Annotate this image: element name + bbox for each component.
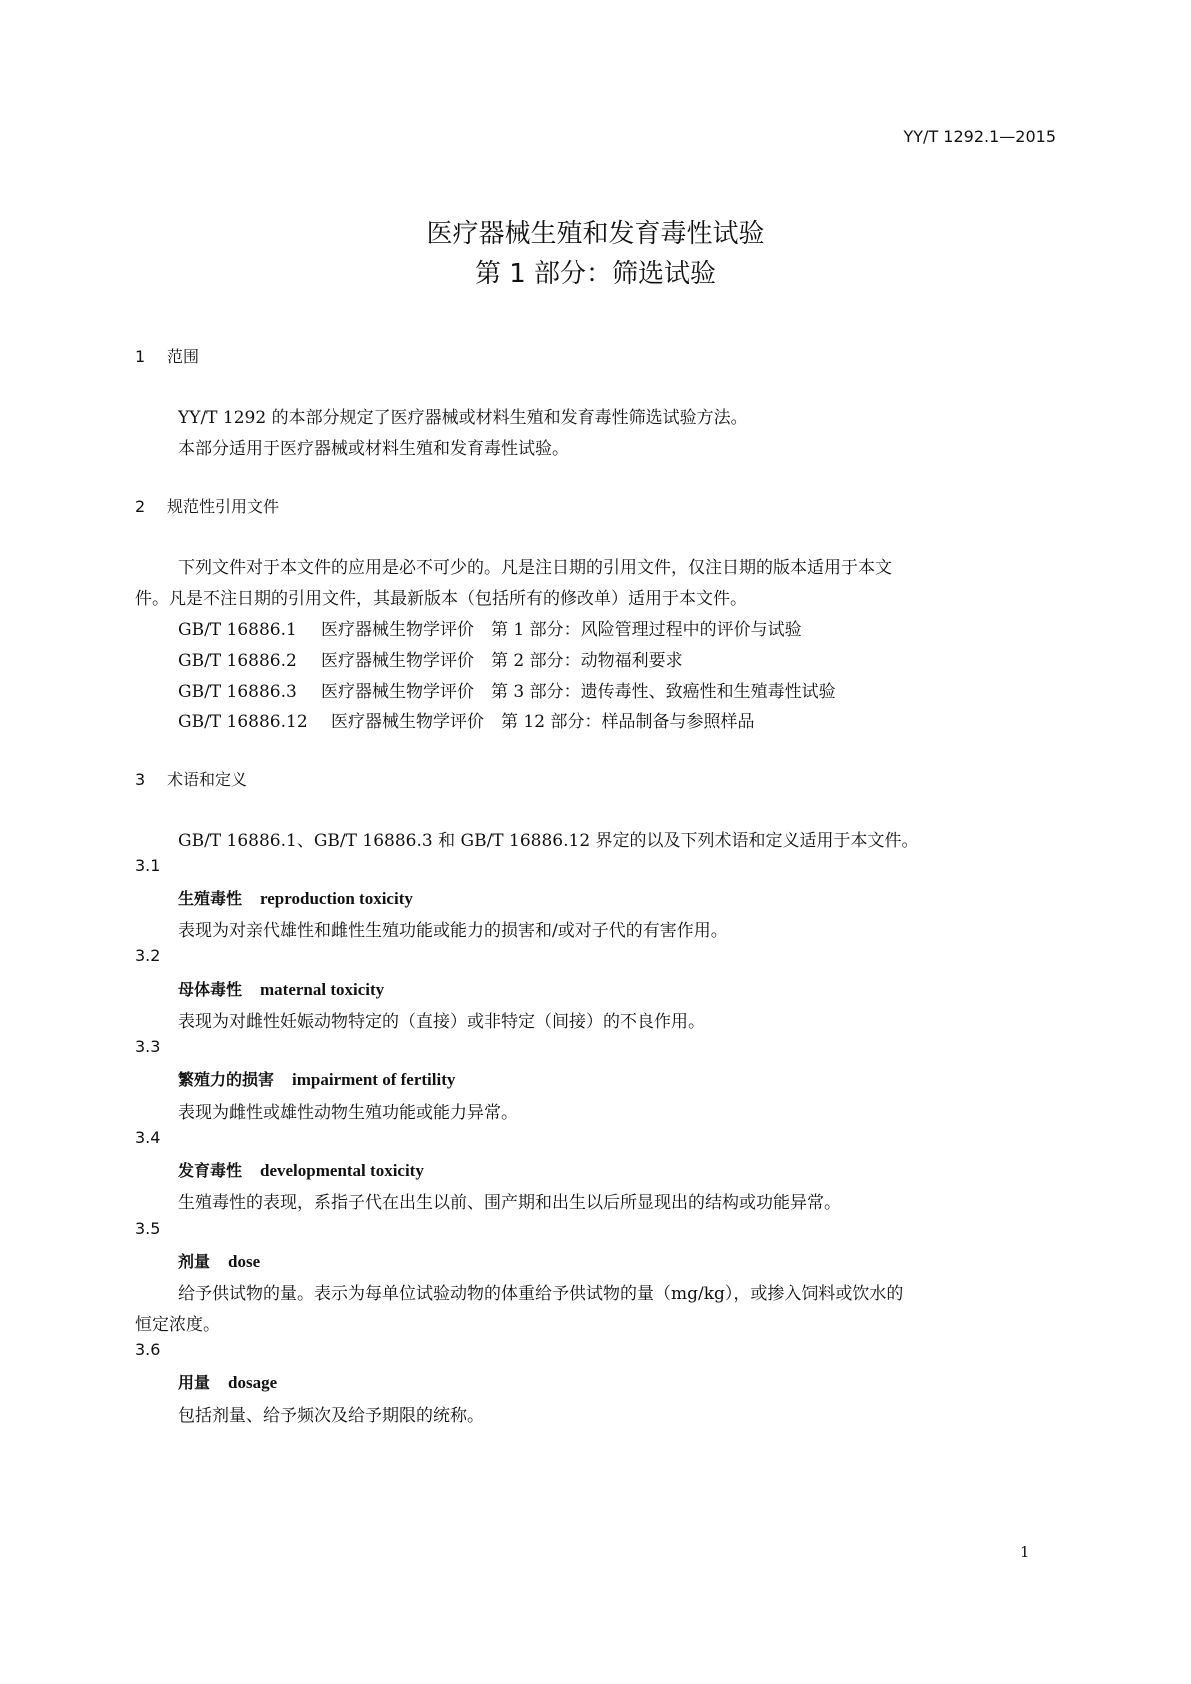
section-1-heading <box>135 344 199 367</box>
section-title: 术语和定义 <box>167 770 248 789</box>
section-number: 1 <box>135 347 146 366</box>
reference-code: GB/T 16886.1 <box>178 620 297 640</box>
reference-item <box>178 677 836 702</box>
paragraph: 本部分适用于医疗器械或材料生殖和发育毒性试验。 <box>178 439 569 459</box>
term-heading <box>178 1249 260 1272</box>
term-definition: 生殖毒性的表现，系指子代在出生以前、围产期和出生以后所显现出的结构或功能异常。 <box>178 1193 841 1213</box>
section-number: 2 <box>135 497 146 516</box>
page-number: 1 <box>1020 1543 1030 1561</box>
term-number: 3.6 <box>135 1340 161 1359</box>
term-heading <box>178 977 384 1000</box>
term-number: 3.4 <box>135 1128 161 1147</box>
term-cn: 用量 <box>178 1373 211 1392</box>
section-title: 范围 <box>167 347 200 366</box>
reference-item <box>178 615 802 640</box>
term-heading <box>178 886 413 909</box>
term-en: dosage <box>228 1373 278 1392</box>
reference-title: 医疗器械生物学评价 第 3 部分：遗传毒性、致癌性和生殖毒性试验 <box>321 682 836 702</box>
term-en: developmental toxicity <box>260 1161 424 1180</box>
reference-item <box>178 646 683 671</box>
paragraph: GB/T 16886.1、GB/T 16886.3 和 GB/T 16886.12 界定的以及下列术语和定义适用于本文件。 <box>178 831 919 851</box>
term-number: 3.1 <box>135 856 161 875</box>
term-en: maternal toxicity <box>260 980 385 999</box>
term-cn: 母体毒性 <box>178 980 243 999</box>
term-heading <box>178 1370 277 1393</box>
term-cn: 生殖毒性 <box>178 889 243 908</box>
section-number: 3 <box>135 770 146 789</box>
term-cn: 剂量 <box>178 1252 211 1271</box>
term-definition-continued: 恒定浓度。 <box>135 1315 220 1335</box>
term-number: 3.3 <box>135 1037 161 1056</box>
term-number: 3.5 <box>135 1219 161 1238</box>
paragraph: YY/T 1292 的本部分规定了医疗器械或材料生殖和发育毒性筛选试验方法。 <box>178 408 748 428</box>
term-definition: 表现为雌性或雄性动物生殖功能或能力异常。 <box>178 1103 518 1123</box>
section-title: 规范性引用文件 <box>167 497 280 516</box>
term-cn: 发育毒性 <box>178 1161 243 1180</box>
reference-item <box>178 707 754 732</box>
term-en: dose <box>228 1252 261 1271</box>
standard-code: YY/T 1292.1—2015 <box>903 127 1056 146</box>
section-3-heading <box>135 767 247 790</box>
term-heading <box>178 1067 455 1090</box>
reference-title: 医疗器械生物学评价 第 12 部分：样品制备与参照样品 <box>331 712 755 732</box>
term-cn: 繁殖力的损害 <box>178 1070 275 1089</box>
term-definition: 表现为对亲代雄性和雌性生殖功能或能力的损害和/或对子代的有害作用。 <box>178 921 728 941</box>
paragraph: 下列文件对于本文件的应用是必不可少的。凡是注日期的引用文件，仅注日期的版本适用于本文 <box>178 558 892 578</box>
term-definition: 包括剂量、给予频次及给予期限的统称。 <box>178 1406 484 1426</box>
document-subtitle: 第 1 部分：筛选试验 <box>474 259 717 289</box>
term-heading <box>178 1158 424 1181</box>
reference-code: GB/T 16886.3 <box>178 682 297 702</box>
paragraph: 件。凡是不注日期的引用文件，其最新版本（包括所有的修改单）适用于本文件。 <box>135 589 747 609</box>
term-number: 3.2 <box>135 946 161 965</box>
reference-title: 医疗器械生物学评价 第 2 部分：动物福利要求 <box>321 651 683 671</box>
section-2-heading <box>135 494 279 517</box>
term-en: impairment of fertility <box>292 1070 456 1089</box>
term-definition: 给予供试物的量。表示为每单位试验动物的体重给予供试物的量（mg/kg），或掺入饲料或饮水的 <box>178 1284 904 1304</box>
reference-code: GB/T 16886.2 <box>178 651 297 671</box>
reference-code: GB/T 16886.12 <box>178 712 308 732</box>
term-en: reproduction toxicity <box>260 889 413 908</box>
term-definition: 表现为对雌性妊娠动物特定的（直接）或非特定（间接）的不良作用。 <box>178 1012 705 1032</box>
document-title: 医疗器械生殖和发育毒性试验 <box>426 219 765 249</box>
reference-title: 医疗器械生物学评价 第 1 部分：风险管理过程中的评价与试验 <box>321 620 802 640</box>
